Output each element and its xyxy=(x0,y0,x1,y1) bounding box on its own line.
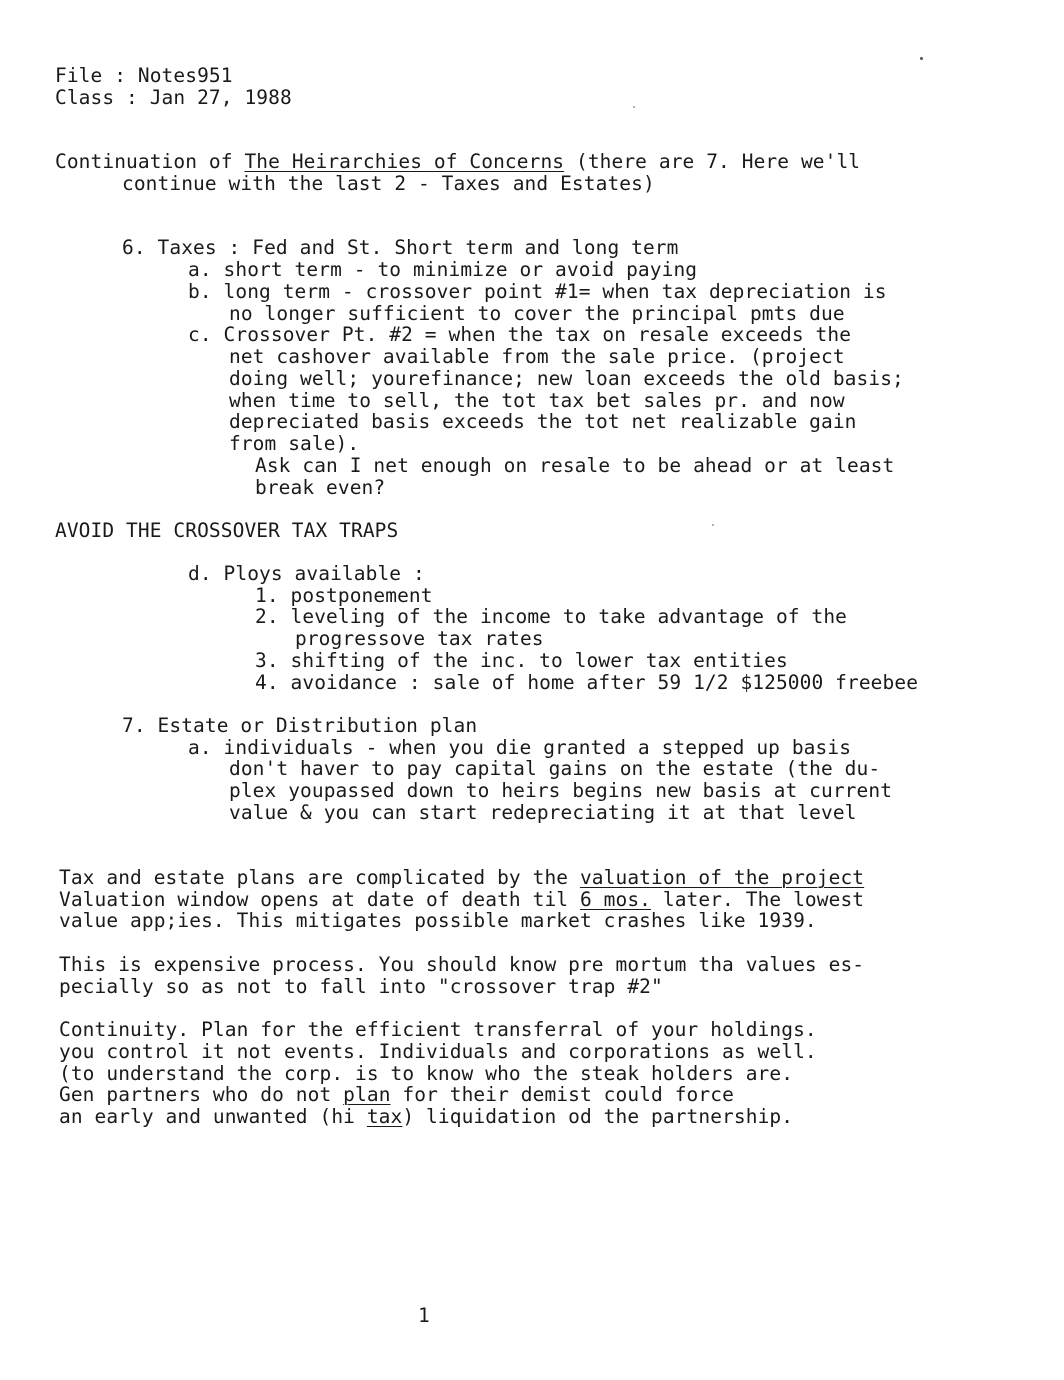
taxes-item-b-line-2: no longer sufficient to cover the principal pmts due xyxy=(229,302,845,325)
intro-pre: Continuation of xyxy=(55,150,245,173)
estate-item-a-line-2: don't haver to pay capital gains on the estate (the du- xyxy=(229,757,881,780)
ask-line-1: Ask can I net enough on resale to be ahead or at least xyxy=(255,454,895,477)
tax-word: tax xyxy=(366,1105,403,1128)
estate-item-a-line-1: a. individuals - when you die granted a stepped up basis xyxy=(188,736,852,759)
para2-line-1: This is expensive process. You should know pre mortum tha values es- xyxy=(59,953,865,976)
ploy-item-1: 1. postponement xyxy=(255,584,433,607)
para3-line-4-post: for their demist could force xyxy=(390,1083,734,1106)
taxes-item-b-line-1: b. long term - crossover point #1= when tax depreciation is xyxy=(188,280,887,303)
taxes-item-c-line-3: doing well; yourefinance; new loan exceeds the old basis; xyxy=(229,367,904,390)
para1-line-1 xyxy=(59,867,864,889)
taxes-item-c-line-1: c. Crossover Pt. #2 = when the tax on resale exceeds the xyxy=(188,323,852,346)
taxes-item-c-line-5: depreciated basis exceeds the tot net realizable gain xyxy=(229,410,857,433)
estate-heading: 7. Estate or Distribution plan xyxy=(122,714,478,737)
scan-speck xyxy=(712,524,714,526)
para3-line-5-post: ) liquidation od the partnership. xyxy=(402,1105,794,1128)
para3-line-4-pre: Gen partners who do not xyxy=(59,1083,344,1106)
plan-word: plan xyxy=(343,1083,391,1106)
taxes-heading: 6. Taxes : Fed and St. Short term and long term xyxy=(122,236,679,259)
taxes-item-c-line-6: from sale). xyxy=(229,432,360,455)
para3-line-4 xyxy=(59,1084,734,1106)
para2-line-2: pecially so as not to fall into "crossover trap #2" xyxy=(59,975,663,998)
taxes-item-c-line-4: when time to sell, the tot tax bet sales pr. and now xyxy=(229,389,845,412)
ploy-item-4: 4. avoidance : sale of home after 59 1/2 $125000 freebee xyxy=(255,671,919,694)
para1-line-2-post: later. The lowest xyxy=(651,888,865,911)
scan-speck xyxy=(920,57,923,60)
class-line: Class : Jan 27, 1988 xyxy=(55,86,292,109)
avoid-heading: AVOID THE CROSSOVER TAX TRAPS xyxy=(55,519,399,542)
page-number: 1 xyxy=(418,1304,430,1327)
valuation-phrase: valuation of the project xyxy=(579,866,865,889)
para1-line-3: value app;ies. This mitigates possible market crashes like 1939. xyxy=(59,909,817,932)
ploy-item-2: 2. leveling of the income to take advantage of the xyxy=(255,605,847,628)
intro-line-2: continue with the last 2 - Taxes and Estates) xyxy=(122,172,655,195)
intro-post: (there are 7. Here we'll xyxy=(564,150,861,173)
para1-line-2 xyxy=(59,889,864,911)
taxes-item-c-line-2: net cashover available from the sale price. (project xyxy=(229,345,845,368)
ploys-heading: d. Ploys available : xyxy=(188,562,425,585)
para3-line-5 xyxy=(59,1106,793,1128)
intro-title: The Heirarchies of Concerns xyxy=(244,150,565,173)
para3-line-1: Continuity. Plan for the efficient transferral of your holdings. xyxy=(59,1018,817,1041)
estate-item-a-line-4: value & you can start redepreciating it at that level xyxy=(229,801,857,824)
para3-line-2: you control it not events. Individuals and corporations as well. xyxy=(59,1040,817,1063)
scan-speck xyxy=(633,106,635,108)
para3-line-5-pre: an early and unwanted (hi xyxy=(59,1105,367,1128)
estate-item-a-line-3: plex youpassed down to heirs begins new basis at current xyxy=(229,779,893,802)
para1-line-1-text: Tax and estate plans are complicated by the xyxy=(59,866,580,889)
ask-line-2: break even? xyxy=(255,476,386,499)
taxes-item-a: a. short term - to minimize or avoid paying xyxy=(188,258,698,281)
file-line: File : Notes951 xyxy=(55,64,233,87)
ploy-item-3: 3. shifting of the inc. to lower tax entities xyxy=(255,649,788,672)
ploy-item-2-cont: progressove tax rates xyxy=(295,627,544,650)
six-months-phrase: 6 mos. xyxy=(579,888,652,911)
para3-line-3: (to understand the corp. is to know who the steak holders are. xyxy=(59,1062,794,1085)
para1-line-2-pre: Valuation window opens at date of death til xyxy=(59,888,580,911)
intro-line-1 xyxy=(55,151,860,173)
